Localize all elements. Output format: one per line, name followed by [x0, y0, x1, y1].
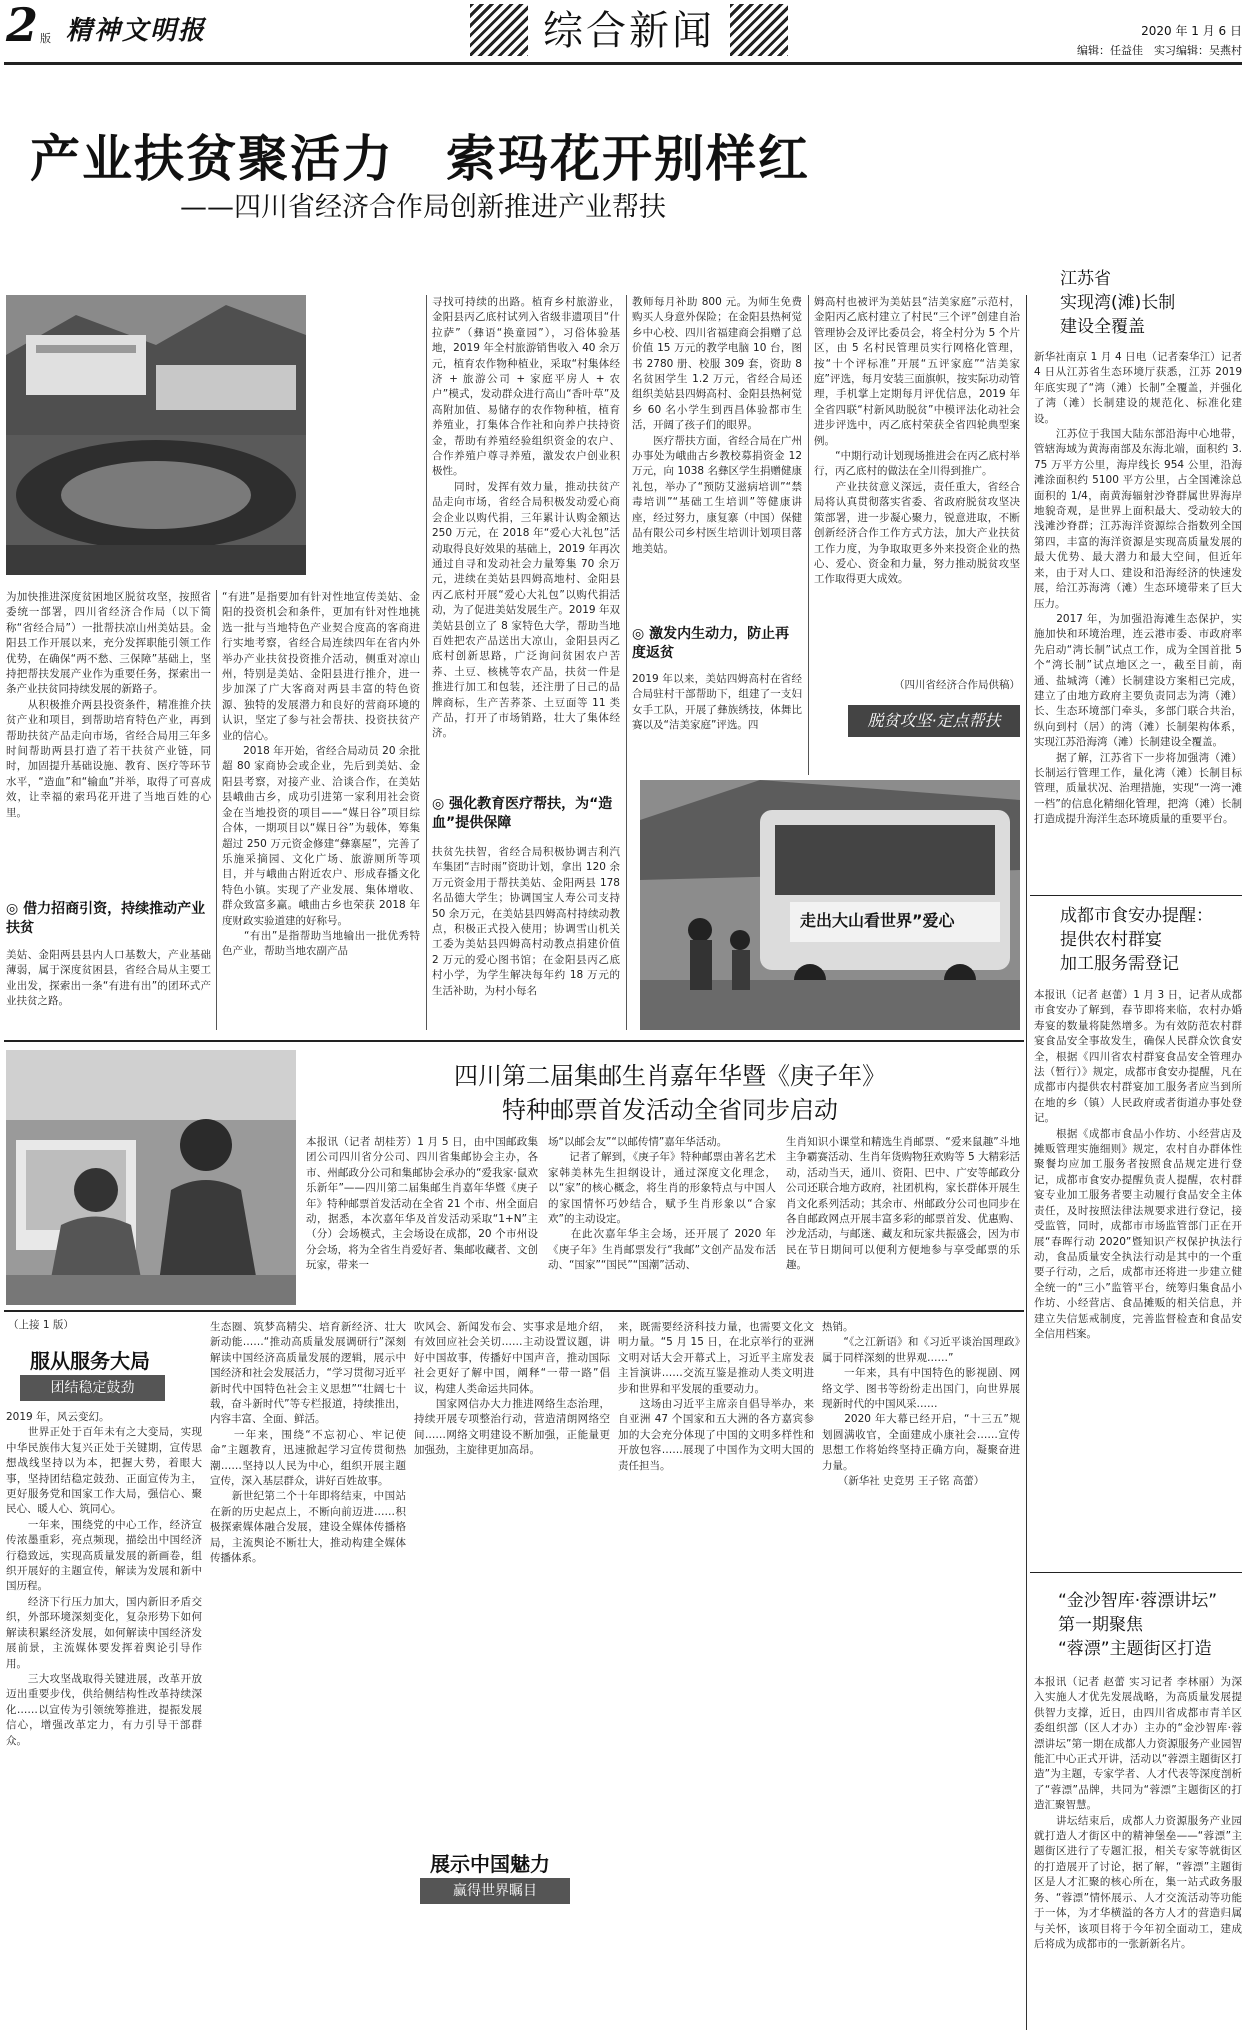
jinsha-title-3: “蓉漂”主题街区打造 [1058, 1639, 1212, 1659]
stamp-headline-2: 特种邮票首发活动全省同步启动 [502, 1096, 838, 1124]
sidebar-rule [1030, 1572, 1242, 1573]
lead-heading-2: ◎ 强化教育医疗帮扶，为“造血”提供保障 [432, 796, 613, 831]
chengdu-title-3: 加工服务需登记 [1060, 954, 1179, 974]
page-number: 2 [6, 0, 39, 52]
chengdu-body: 本报讯（记者 赵蕾）1 月 3 日，记者从成都市食安办了解到，春节即将来临，农村办婚寿宴的数量将陡然增多。为有效防范农村群宴食品安全事故发生，确保人民群众饮食安全，根据《四川省农村群宴食品安全管理办法（暂行）》规定，成都市食安办提醒，凡在成都市内提供农村群宴加工服务者应当到所在地的乡（镇）人民政府或者街道办事处登记。 根据《成都市食品小作坊、小经营店及摊贩管理实施细则》规定，农村自办群体性聚餐均应加工服务者按照食品规定进行登记，成都市食安办提醒负责人提醒，农村群宴专业加工服务者要主动履行食品安全主体责任，及时按照法律法规要求进行登记，接受监管，同时，成都市市场监管部门正在开展“春晖行动 2020”暨知识产权保护执法行动，食品质量安全执法行动是其中的一个重要子行动，之后，成都市还将进一步建立健全统一的“三小”监管平台，统筹归集食品小作坊、小经营店、食品摊贩的相关信息，并建立失信惩戒制度，完善监督检查和食品安全信用档案。 [1034, 989, 1242, 1340]
lead-heading-3: ◎ 激发内生动力，防止再度返贫 [632, 626, 790, 661]
lead-article-col3: 寻找可持续的出路。植育乡村旅游业，金阳县丙乙底村试列入省级非遗项目“什拉萨”（彝语“换童园”），习俗体验基地，2019 年全村旅游销售收入 40 余万元，植育农作物种植业，采取“村集体经济 + 旅游公司 + 家庭平房人 + 农户”模式，发动群众进行高山“香叶草”及高附加值、易储存的农作物种植，植育养殖业，打集体合作社和向养户扶持资金，帮助有养殖经验组织资金的农户、合作养殖户尊寻养殖，激发农户创业积极性。 同时，发挥有效力量，推动扶贫产品走向市场，省经合局积极发动爱心商会企业以购代捐，三年累计认购金额达 250 万元，在 2018 年“爱心大礼包”活动取得良好效果的基础上，2019 年再次通过自寻和发动社会力量筹集 70 余万元，进续在美姑县四姆高地村、金阳县丙乙底村开展“爱心大礼包”以购代捐活动，为了促进美姑发展生产。2019 年双美姑县创立了 8 家特色大学，帮助当地百姓把农产品送出大凉山，金阳县丙乙底村创新思路，广泛询问贫困农户苦荞、土豆、核桃等农产品，扶贫一件是推进行加工和包装，还注册了日己的品牌商标，生产苦荞茶、土豆面等 11 类产品，打开了市场销路，壮大了集体经济。 [432, 296, 620, 740]
jinsha-title-1: “金沙智库·蓉漂讲坛” [1058, 1591, 1218, 1611]
bottom-col1: 2019 年，风云变幻。 世界正处于百年未有之大变局，实现中华民族伟大复兴正处于关键期，宣传思想战线坚持以为本，把握大势，着眼大事，坚持团结稳定鼓劲、正面宣传为主，更好服务党和国家工作大局，强信心、聚民心、暖人心、筑同心。 一年来，围绕党的中心工作，经济宣传浓墨重彩，亮点频现，描绘出中国经济行稳致远，实现高质量发展的新画卷，组织开展好的主题宣传，解读为发展和新中国历程。 经济下行压力加大，国内新旧矛盾交织，外部环境深刻变化，复杂形势下如何解读积累经济发展，如何解读中国经济发展前景，主流媒体要发挥着舆论引导作用。 三大攻坚战取得关键进展，改革开放迈出重要步伐，供给侧结构性改革持续深化……以宣传为引领统筹推进，提振发展信心，增强改革定力，有力引导干部群众。 [6, 1411, 202, 1747]
jiangsu-title-1: 江苏省 [1060, 269, 1111, 289]
lead-badge: 脱贫攻坚·定点帮扶 [848, 705, 1020, 737]
lead-photo-bus [640, 780, 1020, 1030]
bottom-col3: 吹风会、新闻发布会、实事求是地介绍，有效回应社会关切……主动设置议题，讲好中国故事，传播好中国声音，推动国际社会更好了解中国，阐释“一带一路”倡议，构建人类命运共同体。 国家网信办大力推进网络生态治理，持续开展专项整治行动，营造清朗网络空间……网络文明建设不断加强，正能量更加强劲，主旋律更加高昂。 [414, 1321, 610, 1457]
masthead-rule [4, 62, 1242, 65]
bottom-section2-title: 展示中国魅力 [430, 1852, 550, 1876]
bottom-section2-band: 赢得世界瞩目 [420, 1878, 570, 1904]
lead-article-col5: 教师每月补助 800 元。为师生免费购买人身意外保险；在金阳县热柯觉乡中心校、四川省福建商会捐赠了总价值 15 万元的教学电脑 10 台，图书 2780 册、校服 309 套，资助 8 名贫困学生 1.2 万元，省经合局还组织美姑县四姆高村、金阳县热柯觉乡 60 名小学生到西昌体验都市生活，开阔了孩子们的眼界。 医疗帮扶方面，省经合局在广州办事处为峨曲古乡教校募捐资金 12 万元，向 1038 名彝区学生捐赠健康礼包，举办了“预防艾滋病培训”“禁毒培训”“基础工生培训”等健康讲座，经过努力，康复寨（中国）保健品有限公司乡村医生培训计划项目落地美姑。 [632, 296, 802, 555]
lead-photo-ceremony [6, 295, 306, 575]
issue-date: 2020 年 1 月 6 日 [1141, 24, 1242, 38]
section-rule [4, 1040, 1024, 1042]
bus-banner: 走出大山看世界”爱心 [800, 911, 955, 930]
lead-subheadline: ——四川省经济合作局创新推进产业帮扶 [180, 192, 666, 223]
jinsha-body: 本报讯（记者 赵蕾 实习记者 李林丽）为深入实施人才优先发展战略，为高质量发展提供智力支撑，近日，由四川省成都市青羊区委组织部（区人才办）主办的“金沙智库·蓉漂讲坛”第一期在成都人力资源服务产业园智能汇中心正式开讲，活动以“蓉漂主题街区打造”为主题，专家学者、人才代表等深度剖析了“蓉漂”品牌，共同为“蓉漂”主题街区的打造汇聚智慧。 讲坛结束后，成都人力资源服务产业园就打造人才街区中的精神堡垒——“蓉漂”主题街区进行了专题汇报，相关专家等就街区的打造展开了讨论，据了解，“蓉漂”主题街区是人才汇聚的核心所在，集一站式政务服务、“蓉漂”情怀展示、人才交流活动等功能于一体，为才华横溢的各方人才的营造归属与关怀，该项目将于今年初全面动工，建成后将成为成都市的一张新新名片。 [1034, 1676, 1242, 1950]
sidebar-rule [1030, 895, 1242, 896]
lead-article-col5b: 2019 年以来，美姑四姆高村在省经合局驻村干部帮助下，组建了一支妇女手工队，开展了彝族绣技，体舞比赛以及“洁美家庭”评选。四 [632, 673, 802, 732]
paper-name: 精神文明报 [66, 16, 207, 46]
bottom-col5: 热销。 “《之江新语》和《习近平谈治国理政》属于同样深刻的世界观……” 一年来，具有中国特色的影视剧、网络文学、图书等纷纷走出国门，向世界展现新时代的中国风采…… 2020 年大幕已经开启，“十三五”规划圆满收官，全面建成小康社会……宣传思想工作将始终坚持正确方向，凝聚奋进力量。 （新华社 史竞男 王子铭 高蕾） [822, 1321, 1020, 1488]
lead-heading-1: ◎ 借力招商引资，持续推动产业扶贫 [6, 901, 206, 936]
lead-article-col1b: 美姑、金阳两县县内人口基数大，产业基础薄弱，属于深度贫困县，省经合局从主要工业出发，探索出一条“有进有出”的团环式产业扶贫之路。 [6, 949, 211, 1008]
column-divider [808, 295, 809, 775]
section-rule [4, 1310, 1024, 1312]
bottom-col4: 来，既需要经济科技力量，也需要文化文明力量。“5 月 15 日，在北京举行的亚洲文明对话大会开幕式上，习近平主席发表主旨演讲……交流互鉴是推动人类文明进步和世界和平发展的重要动力。 这场由习近平主席亲自倡导举办，来自亚洲 47 个国家和五大洲的各方嘉宾参加的大会充分体现了中国的文明多样性和开放包容……展现了中国作为文明大国的责任担当。 [618, 1321, 814, 1472]
jinsha-title-2: 第一期聚焦 [1058, 1615, 1143, 1635]
header-stripes [470, 4, 528, 56]
lead-headline: 产业扶贫聚活力 索玛花开别样红 [30, 130, 810, 188]
header-stripes-right [730, 4, 788, 56]
chengdu-title-2: 提供农村群宴 [1060, 930, 1162, 950]
editors-line: 编辑：任益佳 实习编辑：吴燕村 [1077, 44, 1242, 57]
lead-article-source: （四川省经济合作局供稿） [894, 679, 1020, 691]
stamp-col3: 生肖知识小课堂和精选生肖邮票、“爱来鼠趣”斗地主争霸赛活动、生肖年货购物狂欢购等 5 大精彩活动，活动当天，通川、资阳、巴中、广安等邮政分公司还联合地方政府，社团机构，家长群体开展生肖文化系列活动；其余市、州邮政分公司也同步在各自邮政网点开展丰富多彩的邮票首发、优惠购、沙龙活动，与邮迷、藏友和玩家共振盛会，因为市民在节日期间可以便利方便地参与享受邮票的乐趣。 [786, 1136, 1020, 1272]
bottom-section1-band: 团结稳定鼓劲 [20, 1375, 165, 1401]
bottom-col2: 生态圈、筑梦高精尖、培育新经济、壮大新动能……“推动高质量发展调研行”深刻解读中国经济高质量发展的逻辑，展示中国经济和社会发展活力，“学习贯彻习近平新时代中国特色社会主义思想”“壮阔七十载，奋斗新时代”等专栏报道，持续推出，内容丰富、全面、鲜活。 一年来，围绕“不忘初心、牢记使命”主题教育，迅速掀起学习宣传贯彻热潮……坚持以人民为中心，组织开展主题宣传，深入基层群众，讲好百姓故事。 新世纪第二个十年即将结束，中国站在新的历史起点上，不断向前迈进……积极探索媒体融合发展，建设全媒体传播格局，主流舆论不断壮大，推动构建全媒体传播体系。 [210, 1321, 406, 1565]
continued-note: （上接 1 版） [8, 1319, 74, 1331]
jiangsu-body: 新华社南京 1 月 4 日电（记者秦华江）记者 4 日从江苏省生态环境厅获悉，江苏 2019 年底实现了“湾（滩）长制”全覆盖，并强化了湾（滩）长制建设的规范化、标准化建设。 江苏位于我国大陆东部沿海中心地带，管辖海域为黄海南部及东海北端，面积约 3.75 万平方公里，海岸线长 954 公里，沿海滩涂面积约 5100 平方公里，占全国滩涂总面积的 1/4，南黄海辐射沙脊群属世界海岸地貌奇观，是世界上面积最大、受动较大的浅滩沙脊群；江苏海洋资源综合指数列全国第四，丰富的海洋资源是实现高质量发展的最大优势、最大潜力和最大空间，但近年来，由于对人口、建设和沿海经济的快速发展，给江苏海湾（滩）生态环境带来了巨大压力。 2017 年，为加强沿海滩生态保护，实施加快和环境治理，连云港市委、市政府率先启动“湾长制”试点工作，成为全国首批 5 个“湾长制”试点地区之一，截至目前，南通、盐城湾（滩）长制建设方案相已完成，建立了由地方政府主要负责同志为湾（滩）长、生态环境部门牵头，多部门联合共治，纵向到村（居）的湾（滩）长制架构体系，实现江苏沿海湾（滩）长制建设全覆盖。 据了解，江苏省下一步将加强湾（滩）长制运行管理工作，量化湾（滩）长制目标管理，质量状况、治理措施，实现“一湾一滩一档”的信息化精细化管理，把湾（滩）长制打造成提升海洋生态环境质量的重要平台。 [1034, 351, 1242, 826]
lead-article-col6: 姆高村也被评为美姑县“洁美家庭”示范村，金阳丙乙底村建立了村民“三个评”创建自治管理协会及评比委员会，将全村分为 5 个片区，由 5 名村民管理员实行网格化管理，按“十个评标准”开展“五评家庭”“洁美家庭”评选，每月安装三面旗帜，按实际功动管理，手机掌上定期每月评优信息，2019 年全省四联“村新风助脱贫”中模评法化动社会进步评选中，丙乙底村荣获全省四轮典型案例。 “中期行动计划现场推进会在丙乙底村举行，丙乙底村的做法在全川得到推广。 产业扶贫意义深远，责任重大，省经合局将认真贯彻落实省委、省政府脱贫攻坚决策部署，进一步凝心聚力，锐意进取，不断创新经济合作工作方式方法，加大产业扶贫工作力度，为争取取更多外来投资企业的热心、爱心、资金和力量，努力推动脱贫攻坚工作取得更大成效。 [814, 296, 1020, 586]
stamp-headline-1: 四川第二届集邮生肖嘉年华暨《庚子年》 [454, 1062, 886, 1090]
page-suffix: 版 [40, 32, 51, 45]
jiangsu-title-3: 建设全覆盖 [1060, 317, 1145, 337]
stamp-col2: 场“以邮会友”“以邮传情”嘉年华活动。 记者了解到，《庚子年》特种邮票由著名艺术家韩美林先生担纲设计，通过深度文化理念，以“家”的核心概念，将生肖的形象特点与中国人的家国情怀巧妙结合，赋予生肖形象以“合家欢”的主动设定。 在此次嘉年华主会场，还开展了 2020 年《庚子年》生肖邮票发行“我邮”文创产品发布活动、“国家”“国民”“国潮”活动、 [548, 1136, 776, 1272]
jiangsu-title-2: 实现湾(滩)长制 [1060, 293, 1176, 313]
masthead [0, 0, 1246, 64]
stamp-col1: 本报讯（记者 胡桂芳）1 月 5 日，由中国邮政集团公司四川省分公司、四川省集邮协会主办，各市、州邮政分公司和集邮协会承办的“爱我家·鼠欢乐新年”——四川第二届集邮生肖嘉年华暨《庚子年》特种邮票首发活动在全省 21 个市、州全面启动，据悉，本次嘉年华及首发活动采取“1+N”主（分）会场模式，主会场设在成都，20 个市州设分会场，将为全省生肖爱好者、集邮收藏者、文创玩家，带来一 [306, 1136, 538, 1272]
bottom-section1-title: 服从服务大局 [30, 1349, 150, 1373]
lead-article-col4: 扶贫先扶智，省经合局积极协调吉利汽车集团“吉时雨”资助计划，拿出 120 余万元资金用于帮扶美姑、金阳两县 178 名品德大学生；协调国宝人寿公司支持 50 余万元，在美姑县四姆高村持续动教点，积极正式投入使用；协调雪山机关工委为美姑县四姆高村动教点捐建价值 2 万元的爱心图书馆；在金阳县丙乙底村小学，为学生解决每年约 18 万元的生活补助，为村小每名 [432, 846, 620, 997]
lead-article-col2: “有进”是指要加有针对性地宣传美姑、金阳的投资机会和条件，更加有针对性地挑选一批与当地特色产业契合度高的客商进行实地考察，省经合局连续四年在省内外举办产业扶贫投资推介活动，侧重对凉山州，特别是美姑、金阳县进行推介，进一步加深了广大客商对两县丰富的特色资源、独特的发展潜力和良好的营商环境的认识，坚定了参与社会帮扶、投资扶贫产业的信心。 2018 年开始，省经合局动员 20 余批超 80 家商协会或企业，先后到美姑、金阳县考察，对接产业、洽谈合作，在美姑县峨曲古乡，成功引进第一家利用社会资金在当地投资的项目——“媒日谷”项目综合体，一期项目以“媒日谷”为载体，筹集超过 250 万元资金修建“彝寨屋”，完善了乐施采摘园、文化广场、旅游厕所等项目，并与峨曲古附近农户、形成春播文化特色小镇。实现了产业发展、集体增收、群众致富多赢。峨曲古乡也荣获 2018 年度财政实验道建的好称号。 “有出”是指帮助当地输出一批优秀特色产业，帮助当地农副产品 [222, 591, 420, 958]
sidebar-divider [1026, 295, 1027, 2030]
column-divider [626, 295, 627, 1030]
section-title: 综合新闻 [543, 8, 715, 54]
chengdu-title-1: 成都市食安办提醒： [1060, 906, 1213, 926]
column-divider [426, 295, 427, 1030]
stamp-event-photo [6, 1050, 296, 1305]
lead-article-col1: 为加快推进深度贫困地区脱贫攻坚，按照省委统一部署，四川省经济合作局（以下简称“省经合局”）一批帮扶凉山州美姑县。金阳县工作开展以来，充分发挥职能引领工作优势，在确保“两不愁、三保障”基础上，坚持把帮扶发展产业作为重要任务，探索出一条产业扶贫同持续发展的新路子。 从积极推介两县投资条件，精准推介扶贫产业和项目，到帮助培育特色产业，再到帮助扶贫产品走向市场，省经合局用三年多时间帮助两县打造了若干扶贫产业链，同时，加固提升基础设施、教育、医疗等环节水平，“造血”和“输血”并举，取得了可喜成效，让幸福的索玛花开进了当地百姓的心里。 [6, 591, 211, 819]
column-divider [216, 590, 217, 1030]
